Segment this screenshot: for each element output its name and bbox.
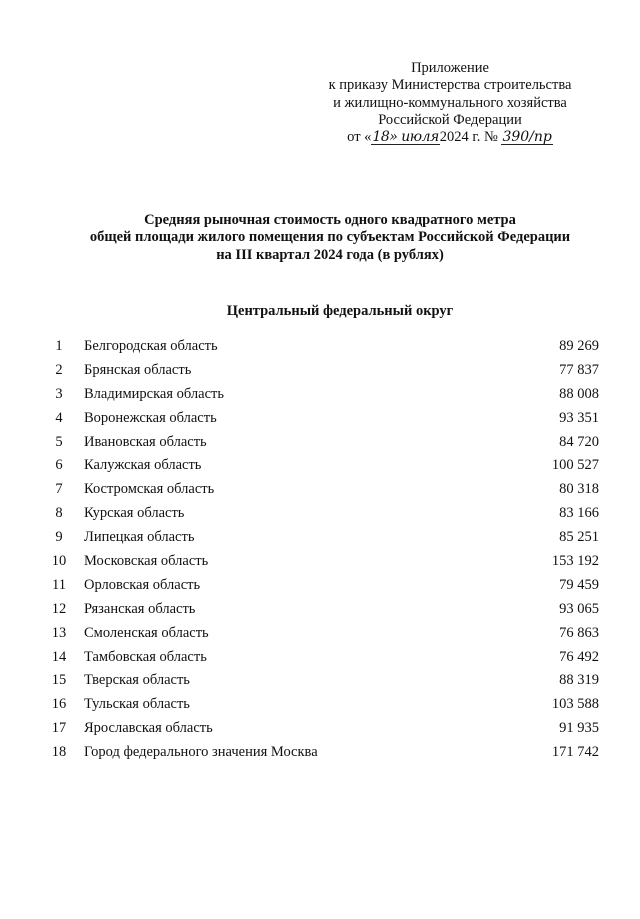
region-name: Ивановская область — [84, 433, 207, 450]
price-value: 103 588 — [551, 696, 599, 713]
row-number: 10 — [51, 553, 67, 570]
table-row — [0, 527, 640, 551]
price-value: 76 863 — [559, 624, 599, 641]
price-value: 84 720 — [559, 433, 599, 450]
date-suffix: 2024 г. № — [439, 129, 498, 146]
appendix-header — [300, 60, 600, 146]
price-value: 171 742 — [551, 744, 599, 761]
table-row — [0, 623, 640, 647]
appendix-line: к приказу Министерства строительства — [328, 77, 572, 94]
row-number: 13 — [51, 624, 67, 641]
region-name: Рязанская область — [84, 600, 196, 617]
price-value: 93 351 — [559, 409, 599, 426]
row-number: 11 — [52, 576, 66, 593]
title-line: Средняя рыночная стоимость одного квадратного метра — [144, 212, 516, 228]
region-name: Город федерального значения Москва — [84, 744, 318, 761]
table-row — [0, 599, 640, 623]
row-number: 1 — [55, 338, 63, 354]
table-row — [0, 479, 640, 503]
region-name: Тамбовская область — [84, 648, 207, 665]
row-number: 18 — [51, 744, 67, 761]
price-value: 89 269 — [559, 338, 599, 354]
table-row — [0, 360, 640, 384]
row-number: 17 — [51, 720, 67, 737]
price-value: 88 319 — [559, 672, 599, 689]
price-value: 76 492 — [559, 648, 599, 665]
region-name: Ярославская область — [84, 720, 213, 737]
table-row — [0, 718, 640, 742]
table-row — [0, 336, 640, 360]
appendix-line: Приложение — [411, 60, 489, 76]
row-number: 9 — [55, 529, 63, 546]
row-number: 16 — [51, 696, 67, 713]
row-number: 6 — [55, 457, 63, 474]
appendix-line: и жилищно-коммунального хозяйства — [333, 94, 567, 111]
region-name: Липецкая область — [84, 529, 195, 546]
price-value: 93 065 — [559, 600, 599, 617]
price-value: 91 935 — [559, 720, 599, 737]
row-number: 8 — [55, 505, 63, 522]
row-number: 5 — [55, 433, 63, 450]
region-name: Белгородская область — [84, 338, 218, 354]
row-number: 4 — [55, 409, 63, 426]
region-name: Орловская область — [84, 576, 201, 593]
price-value: 83 166 — [559, 505, 599, 522]
region-name: Воронежская область — [84, 409, 217, 426]
table-row — [0, 647, 640, 671]
table-row — [0, 742, 640, 766]
region-name: Смоленская область — [84, 624, 209, 641]
table-row — [0, 432, 640, 456]
price-value: 85 251 — [559, 529, 599, 546]
document-title — [0, 212, 640, 264]
table-row — [0, 575, 640, 599]
table-row — [0, 384, 640, 408]
table-row — [0, 694, 640, 718]
region-name: Тверская область — [84, 672, 190, 689]
region-name: Курская область — [84, 505, 185, 522]
region-name: Костромская область — [84, 481, 215, 498]
price-value: 100 527 — [551, 457, 599, 474]
price-table — [0, 336, 640, 766]
region-name: Тульская область — [84, 696, 190, 713]
row-number: 15 — [51, 672, 67, 689]
title-line: на III квартал 2024 года (в рублях) — [216, 246, 444, 263]
table-row — [0, 670, 640, 694]
row-number: 7 — [55, 481, 63, 498]
table-row — [0, 455, 640, 479]
appendix-line: Российской Федерации — [378, 111, 522, 128]
date-prefix: от « — [347, 129, 372, 146]
table-row — [0, 503, 640, 527]
price-value: 88 008 — [559, 385, 599, 402]
order-date-line — [300, 129, 600, 146]
table-row — [0, 551, 640, 575]
row-number: 14 — [51, 648, 67, 665]
region-name: Московская область — [84, 553, 209, 570]
region-name: Калужская область — [84, 457, 202, 474]
price-value: 153 192 — [551, 553, 599, 570]
district-heading: Центральный федеральный округ — [226, 303, 454, 319]
row-number: 3 — [55, 385, 63, 402]
price-value: 80 318 — [559, 481, 599, 498]
handwritten-order-number: 390/пр — [502, 129, 552, 146]
region-name: Владимирская область — [84, 385, 224, 402]
price-value: 77 837 — [559, 361, 599, 378]
region-name: Брянская область — [84, 361, 192, 378]
table-row — [0, 408, 640, 432]
row-number: 2 — [55, 361, 63, 378]
row-number: 12 — [51, 600, 67, 617]
handwritten-date: 18» июля — [372, 129, 439, 146]
title-line: общей площади жилого помещения по субъектам Российской Федерации — [89, 229, 571, 246]
price-value: 79 459 — [559, 576, 599, 593]
